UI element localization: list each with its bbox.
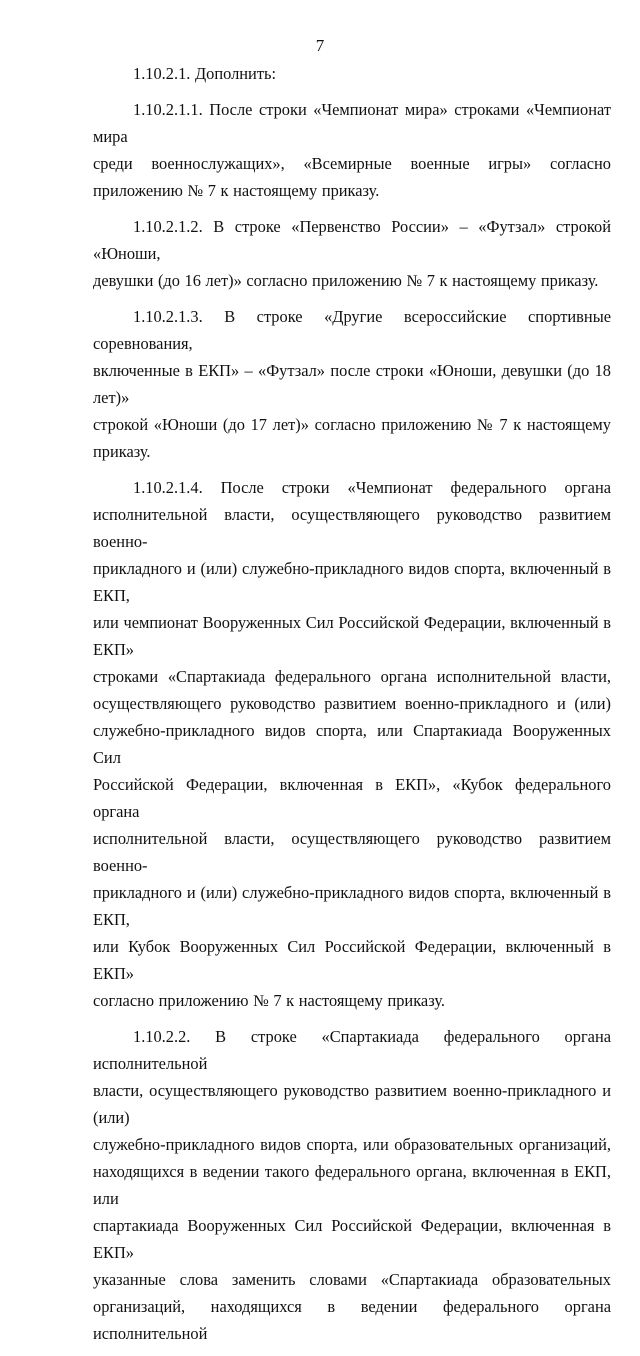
paragraph-line: строками «Спартакиада федерального органа исполнительной власти, <box>93 667 611 686</box>
paragraph-1-10-2-1-4 <box>93 474 611 1014</box>
paragraph-line: Российской Федерации, включенная в ЕКП», «Кубок федерального органа <box>93 775 611 821</box>
paragraph-line: 1.10.2.1.4. После строки «Чемпионат федерального органа <box>133 478 611 497</box>
paragraph-line: девушки (до 16 лет)» согласно приложению № 7 к настоящему приказу. <box>93 271 599 290</box>
paragraph-line: прикладного и (или) служебно-прикладного видов спорта, включенный в ЕКП, <box>93 559 611 605</box>
paragraph-line: 1.10.2.2. В строке «Спартакиада федерального органа исполнительной <box>93 1027 611 1073</box>
paragraph-line: власти, осуществляющего руководство развитием военно-прикладного и (или) <box>93 1081 611 1127</box>
paragraph-line: 1.10.2.1.3. В строке «Другие всероссийские спортивные соревнования, <box>93 307 611 353</box>
paragraph-line: 1.10.2.1. Дополнить: <box>133 64 277 83</box>
page-number: 7 <box>315 36 325 55</box>
paragraph-1-10-2-1-1 <box>93 96 611 204</box>
paragraph-line: или чемпионат Вооруженных Сил Российской Федерации, включенный в ЕКП» <box>93 613 611 659</box>
paragraph-1-10-2-1-2 <box>93 213 611 294</box>
paragraph-line: служебно-прикладного видов спорта, или Спартакиада Вооруженных Сил <box>93 721 611 767</box>
paragraph-line: находящихся в ведении такого федерального органа, включенная в ЕКП, или <box>93 1162 611 1208</box>
paragraph-line: приказу. <box>93 442 151 461</box>
paragraph-line: согласно приложению № 7 к настоящему приказу. <box>93 991 445 1010</box>
paragraph-line: приложению № 7 к настоящему приказу. <box>93 181 380 200</box>
paragraph-line: организаций, находящихся в ведении федерального органа исполнительной <box>93 1297 611 1343</box>
paragraph-line: указанные слова заменить словами «Спартакиада образовательных <box>93 1270 611 1289</box>
paragraph-line: 1.10.2.1.2. В строке «Первенство России» – «Футзал» строкой «Юноши, <box>93 217 611 263</box>
paragraph-line: среди военнослужащих», «Всемирные военные игры» согласно <box>93 154 611 173</box>
paragraph-line: исполнительной власти, осуществляющего руководство развитием военно- <box>93 505 611 551</box>
paragraph-line: осуществляющего руководство развитием военно-прикладного и (или) <box>93 694 611 713</box>
paragraph-line: 1.10.2.1.1. После строки «Чемпионат мира» строками «Чемпионат мира <box>93 100 611 146</box>
paragraph-line: строкой «Юноши (до 17 лет)» согласно приложению № 7 к настоящему <box>93 415 611 434</box>
document-body <box>93 60 611 1356</box>
paragraph-line: исполнительной власти, осуществляющего руководство развитием военно- <box>93 829 611 875</box>
paragraph-line: прикладного и (или) служебно-прикладного видов спорта, включенный в ЕКП, <box>93 883 611 929</box>
paragraph-line: спартакиада Вооруженных Сил Российской Федерации, включенная в ЕКП» <box>93 1216 611 1262</box>
paragraph-1-10-2-1-3 <box>93 303 611 465</box>
paragraph-line: служебно-прикладного видов спорта, или образовательных организаций, <box>93 1135 611 1154</box>
paragraph-line: включенные в ЕКП» – «Футзал» после строки «Юноши, девушки (до 18 лет)» <box>93 361 611 407</box>
paragraph-1-10-2-1 <box>93 60 611 87</box>
paragraph-line: или Кубок Вооруженных Сил Российской Федерации, включенный в ЕКП» <box>93 937 611 983</box>
paragraph-1-10-2-2 <box>93 1023 611 1347</box>
